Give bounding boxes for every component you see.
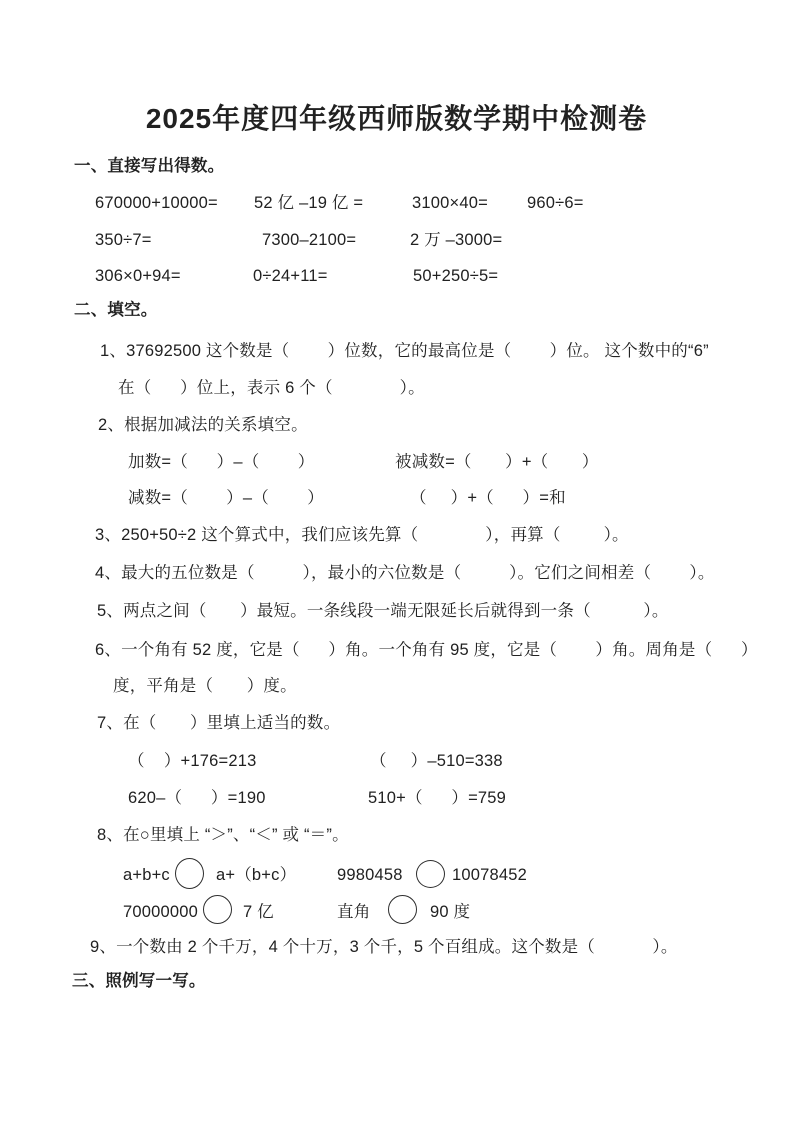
question-2-subtrahend-formula: 减数=（ ）–（ ） (128, 489, 324, 507)
question-6-line-2: 度，平角是（ ）度。 (113, 677, 297, 695)
calc-problem: 350÷7= (95, 231, 152, 249)
calc-problem: 670000+10000= (95, 194, 218, 212)
question-2-addend-formula: 加数=（ ）–（ ） (128, 453, 315, 471)
section-3-heading: 三、照例写一写。 (72, 972, 206, 990)
comparison-circle (416, 860, 445, 888)
question-3: 3、250+50÷2 这个算式中，我们应该先算（ ），再算（ ）。 (95, 526, 629, 544)
calc-problem: 0÷24+11= (253, 267, 328, 285)
question-1-line-2: 在（ ）位上，表示 6 个（ ）。 (118, 379, 425, 397)
calc-problem: 960÷6= (527, 194, 584, 212)
question-8-left-term: 70000000 (123, 903, 199, 921)
question-8-intro: 8、在○里填上 “＞”、“＜” 或 “＝”。 (97, 826, 349, 844)
question-8-right-term: 10078452 (452, 866, 528, 884)
question-5: 5、两点之间（ ）最短。一条线段一端无限延长后就得到一条（ ）。 (97, 602, 669, 620)
question-8-right-term: a+（b+c） (216, 866, 297, 884)
calc-problem: 52 亿 –19 亿 = (254, 194, 364, 212)
calc-problem: 3100×40= (412, 194, 488, 212)
question-8-left-term: 直角 (337, 903, 371, 921)
question-1-line-1: 1、37692500 这个数是（ ）位数，它的最高位是（ ）位。 这个数中的“6” (100, 342, 709, 360)
calc-problem: 306×0+94= (95, 267, 181, 285)
question-2-intro: 2、根据加减法的关系填空。 (98, 416, 308, 434)
question-7-equation: 620–（ ）=190 (128, 789, 266, 807)
calc-problem: 50+250÷5= (413, 267, 499, 285)
question-9: 9、一个数由 2 个千万，4 个十万，3 个千，5 个百组成。这个数是（ ）。 (90, 938, 678, 956)
question-7-equation: （ ）+176=213 (128, 752, 257, 770)
comparison-circle (175, 858, 204, 889)
question-2-minuend-formula: 被减数=（ ）+（ ） (395, 453, 599, 471)
question-4: 4、最大的五位数是（ ），最小的六位数是（ ）。它们之间相差（ ）。 (95, 564, 715, 582)
exam-title: 2025年度四年级西师版数学期中检测卷 (145, 103, 648, 134)
question-8-left-term: 9980458 (337, 866, 403, 884)
question-2-sum-formula: （ ）+（ ）=和 (410, 489, 566, 507)
calc-problem: 7300–2100= (262, 231, 357, 249)
question-7-equation: （ ）–510=338 (370, 752, 503, 770)
section-2-heading: 二、填空。 (74, 301, 158, 319)
question-8-right-term: 90 度 (430, 903, 471, 921)
section-1-heading: 一、直接写出得数。 (74, 157, 225, 175)
question-8-right-term: 7 亿 (243, 903, 274, 921)
question-7-equation: 510+（ ）=759 (368, 789, 507, 807)
calc-problem: 2 万 –3000= (410, 231, 503, 249)
comparison-circle (388, 895, 417, 924)
question-7-intro: 7、在（ ）里填上适当的数。 (97, 714, 341, 732)
comparison-circle (203, 895, 232, 924)
question-8-left-term: a+b+c (123, 866, 170, 884)
question-6-line-1: 6、一个角有 52 度，它是（ ）角。一个角有 95 度，它是（ ）角。周角是（ ） (95, 641, 758, 659)
